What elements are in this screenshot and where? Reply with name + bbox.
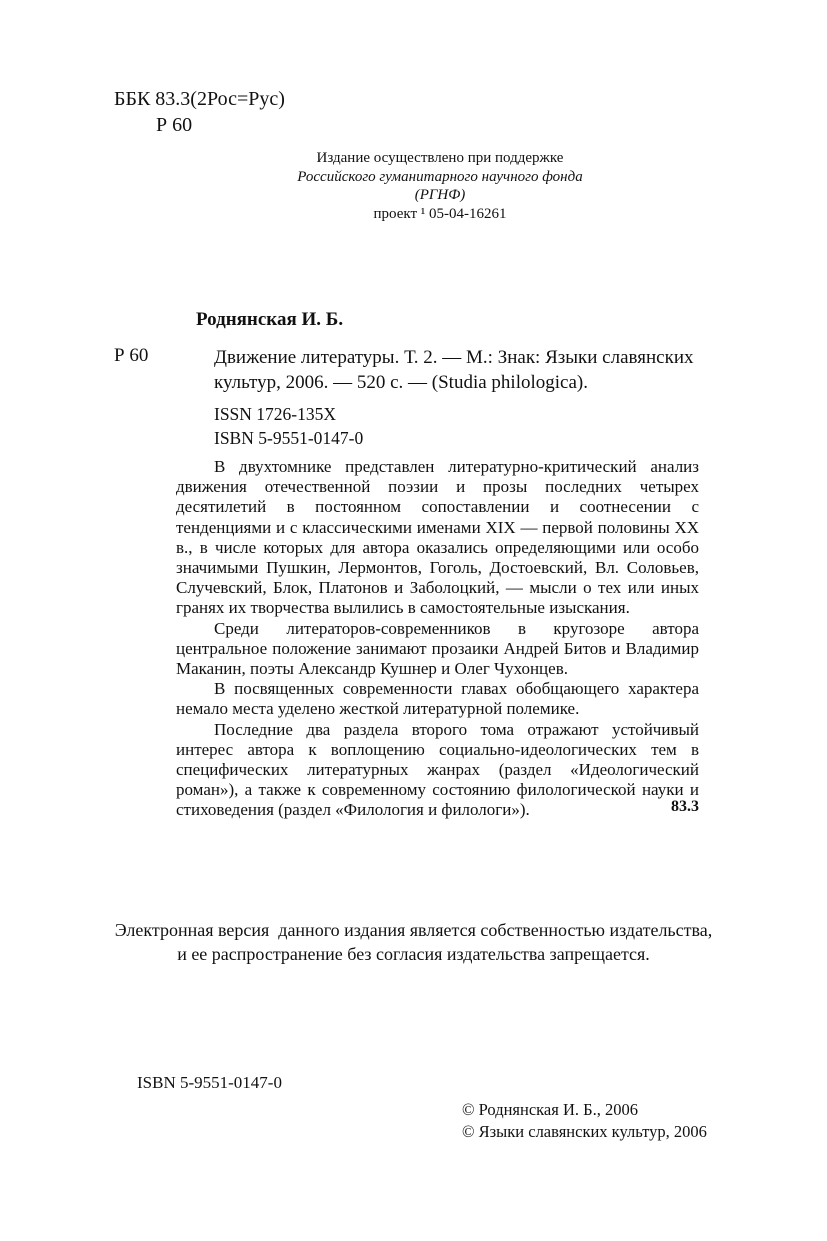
- abstract: [176, 457, 699, 821]
- support-line-3: (РГНФ): [414, 187, 466, 203]
- copyright-publisher: © Языки славянских культур, 2006: [462, 1122, 707, 1141]
- notice-line-2: и ее распространение без согласия издательства запрещается.: [177, 944, 650, 964]
- issn: ISSN 1726-135X: [214, 404, 337, 424]
- abstract-paragraph: В двухтомнике представлен литературно-критический анализ движения отечественной поэзии и прозы последних четырех десятилетий в постоянном сопоставлении и соотнесении с тенденциями и с классическими именами XIX — первой половины XX в., в числе которых для автора оказались определяющими или особо значимыми Пушкин, Лермонтов, Гоголь, Достоевский, Вл. Соловьев, Случевский, Блок, Платонов и Заболоцкий, — мысли о тех или иных гранях их творчества вылились в самостоятельные изыскания.: [176, 457, 699, 618]
- classification-block: [114, 86, 285, 138]
- bbk-code: ББК 83.3(2Рос=Рус): [114, 88, 285, 110]
- record-line-2: культур, 2006. — 520 с. — (Studia philologica).: [214, 372, 588, 393]
- copyright-notice: [60, 918, 767, 966]
- footer-isbn: ISBN 5-9551-0147-0: [137, 1073, 282, 1092]
- abstract-paragraph: Среди литераторов-современников в кругозоре автора центральное положение занимают прозаики Андрей Битов и Владимир Маканин, поэты Александр Кушнер и Олег Чухонцев.: [176, 618, 699, 679]
- record-line-1: Движение литературы. Т. 2. — М.: Знак: Языки славянских: [214, 347, 694, 368]
- record-author-mark: Р 60: [114, 345, 149, 366]
- support-line-4: проект ¹ 05-04-16261: [373, 205, 507, 222]
- author-mark: Р 60: [156, 114, 193, 136]
- support-line-1: Издание осуществлено при поддержке: [316, 150, 564, 166]
- copyright-author: © Роднянская И. Б., 2006: [462, 1100, 638, 1119]
- abstract-paragraph: Последние два раздела второго тома отражают устойчивый интерес автора к воплощению социально-идеологических тем в специфических литературных жанрах (раздел «Идеологический роман»), а также к современному состоянию филологической науки и стиховедения (раздел «Филология и филологи»).: [176, 719, 699, 820]
- notice-line-1: Электронная версия данного издания является собственностью издательства,: [114, 920, 713, 940]
- support-line-2: Российского гуманитарного научного фонда: [297, 168, 583, 185]
- abstract-paragraph: В посвященных современности главах обобщающего характера немало места уделено жесткой литературной полемике.: [176, 679, 699, 719]
- copyright-block: [462, 1099, 707, 1143]
- isbn: ISBN 5-9551-0147-0: [214, 428, 364, 448]
- bbk-index: 83.3: [671, 798, 699, 815]
- bibliographic-record: [214, 345, 699, 395]
- author-name: Роднянская И. Б.: [196, 309, 344, 330]
- grant-support-note: [200, 149, 680, 223]
- identifiers: [214, 402, 363, 450]
